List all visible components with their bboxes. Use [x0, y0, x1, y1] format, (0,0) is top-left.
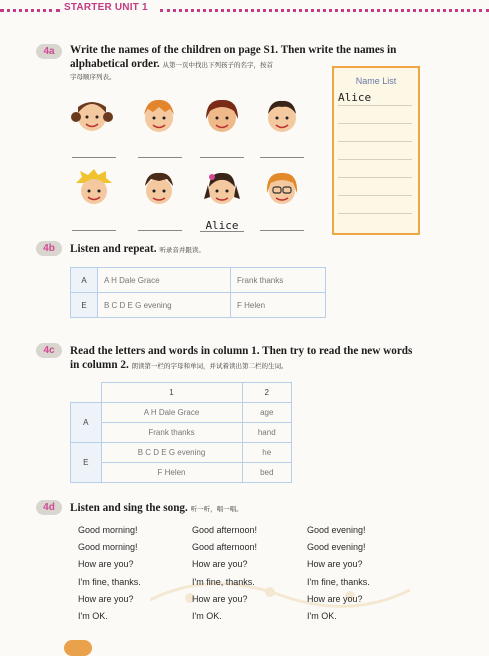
song-line: How are you?	[192, 593, 248, 604]
exercise-badge-4c: 4c	[36, 343, 62, 358]
name-blank-3[interactable]	[200, 157, 244, 158]
song-line: Good afternoon!	[192, 542, 258, 553]
name-blank-alice[interactable]: Alice	[200, 220, 244, 232]
exercise-badge-4a: 4a	[36, 44, 62, 59]
table-cell: hand	[242, 422, 292, 442]
name-blank-8[interactable]	[260, 230, 304, 231]
child-picture-2	[137, 95, 181, 142]
song-line: I'm OK.	[78, 611, 108, 622]
table-cell: A H Dale Grace	[98, 268, 231, 293]
child-picture-8	[260, 167, 304, 214]
name-list-line[interactable]	[338, 213, 412, 214]
child-picture-3	[200, 95, 244, 142]
exercise-4b-instructions: Listen and repeat. 听录音并跟读。	[70, 243, 205, 255]
header-dots-right	[160, 9, 489, 14]
song-line: I'm OK.	[307, 611, 337, 622]
song-column-1	[78, 522, 141, 625]
unit-title: STARTER UNIT 1	[64, 2, 148, 13]
song-line: I'm fine, thanks.	[307, 576, 370, 587]
table-cell: A H Dale Grace	[101, 402, 242, 422]
song-column-3	[307, 522, 370, 625]
table-cell: F Helen	[231, 293, 326, 318]
table-header-row	[71, 383, 292, 403]
table-letter: E	[71, 442, 102, 482]
child-picture-6	[137, 167, 181, 214]
table-row	[71, 442, 292, 462]
song-line: Good morning!	[78, 542, 138, 553]
child-picture-5	[72, 167, 116, 214]
table-cell: Frank thanks	[101, 422, 242, 442]
name-blank-6[interactable]	[138, 230, 182, 231]
name-list-entry[interactable]: Alice	[338, 91, 372, 104]
table-cell: he	[242, 442, 292, 462]
song-line: I'm fine, thanks.	[192, 576, 255, 587]
song-line: I'm OK.	[192, 611, 222, 622]
table-letter: E	[71, 293, 98, 318]
table-cell: age	[242, 402, 292, 422]
name-blank-1[interactable]	[72, 157, 116, 158]
song-line: Good evening!	[307, 525, 366, 535]
song-line: How are you?	[192, 559, 248, 570]
phonics-table-4c	[70, 382, 292, 483]
header-dots-left	[0, 9, 60, 14]
exercise-badge-4b: 4b	[36, 241, 62, 256]
name-blank-2[interactable]	[138, 157, 182, 158]
table-cell: bed	[242, 462, 292, 482]
table-row	[71, 422, 292, 442]
table-letter: A	[71, 268, 98, 293]
song-line: Good afternoon!	[192, 525, 258, 535]
exercise-4a-instructions: Write the names of the children on page S1. Then write the names in alphabetical order. 从第一页中找出下列孩子的名字，按首 字母顺序列表。	[70, 44, 397, 81]
song-column-2	[192, 522, 257, 625]
table-row	[71, 268, 326, 293]
exercise-4c-instructions: Read the letters and words in column 1. Then try to read the new words in column 2. 朗读第一栏的字母和单词，并试着读出第二栏的生词。	[70, 345, 413, 371]
song-line: How are you?	[307, 593, 363, 604]
name-list-line[interactable]	[338, 159, 412, 160]
name-blank-4[interactable]	[260, 157, 304, 158]
song-line: How are you?	[307, 559, 363, 570]
page-number-tab	[64, 640, 92, 656]
name-list-line[interactable]	[338, 105, 412, 106]
child-picture-1	[70, 95, 114, 142]
table-cell: Frank thanks	[231, 268, 326, 293]
table-letter: A	[71, 402, 102, 442]
phonics-table-4b	[70, 267, 326, 318]
table-row	[71, 293, 326, 318]
table-row	[71, 462, 292, 482]
song-line: How are you?	[78, 593, 134, 604]
song-line: How are you?	[78, 559, 134, 570]
table-row	[71, 402, 292, 422]
table-cell: B C D E G evening	[101, 442, 242, 462]
name-blank-5[interactable]	[72, 230, 116, 231]
exercise-badge-4d: 4d	[36, 500, 62, 515]
child-picture-4	[260, 95, 304, 142]
name-list-line[interactable]	[338, 177, 412, 178]
song-line: I'm fine, thanks.	[78, 576, 141, 587]
song-line: Good evening!	[307, 542, 366, 553]
name-list-line[interactable]	[338, 123, 412, 124]
table-cell: B C D E G evening	[98, 293, 231, 318]
name-list-line[interactable]	[338, 195, 412, 196]
column-header-1: 1	[101, 383, 242, 403]
exercise-4d-instructions: Listen and sing the song. 听一听，唱一唱。	[70, 502, 243, 514]
name-list-card	[332, 66, 420, 235]
table-cell: F Helen	[101, 462, 242, 482]
child-picture-alice	[200, 167, 244, 214]
column-header-2: 2	[242, 383, 292, 403]
music-notes-decoration	[150, 560, 410, 620]
name-list-title: Name List	[355, 76, 397, 86]
song-line: Good morning!	[78, 525, 138, 535]
name-list-line[interactable]	[338, 141, 412, 142]
